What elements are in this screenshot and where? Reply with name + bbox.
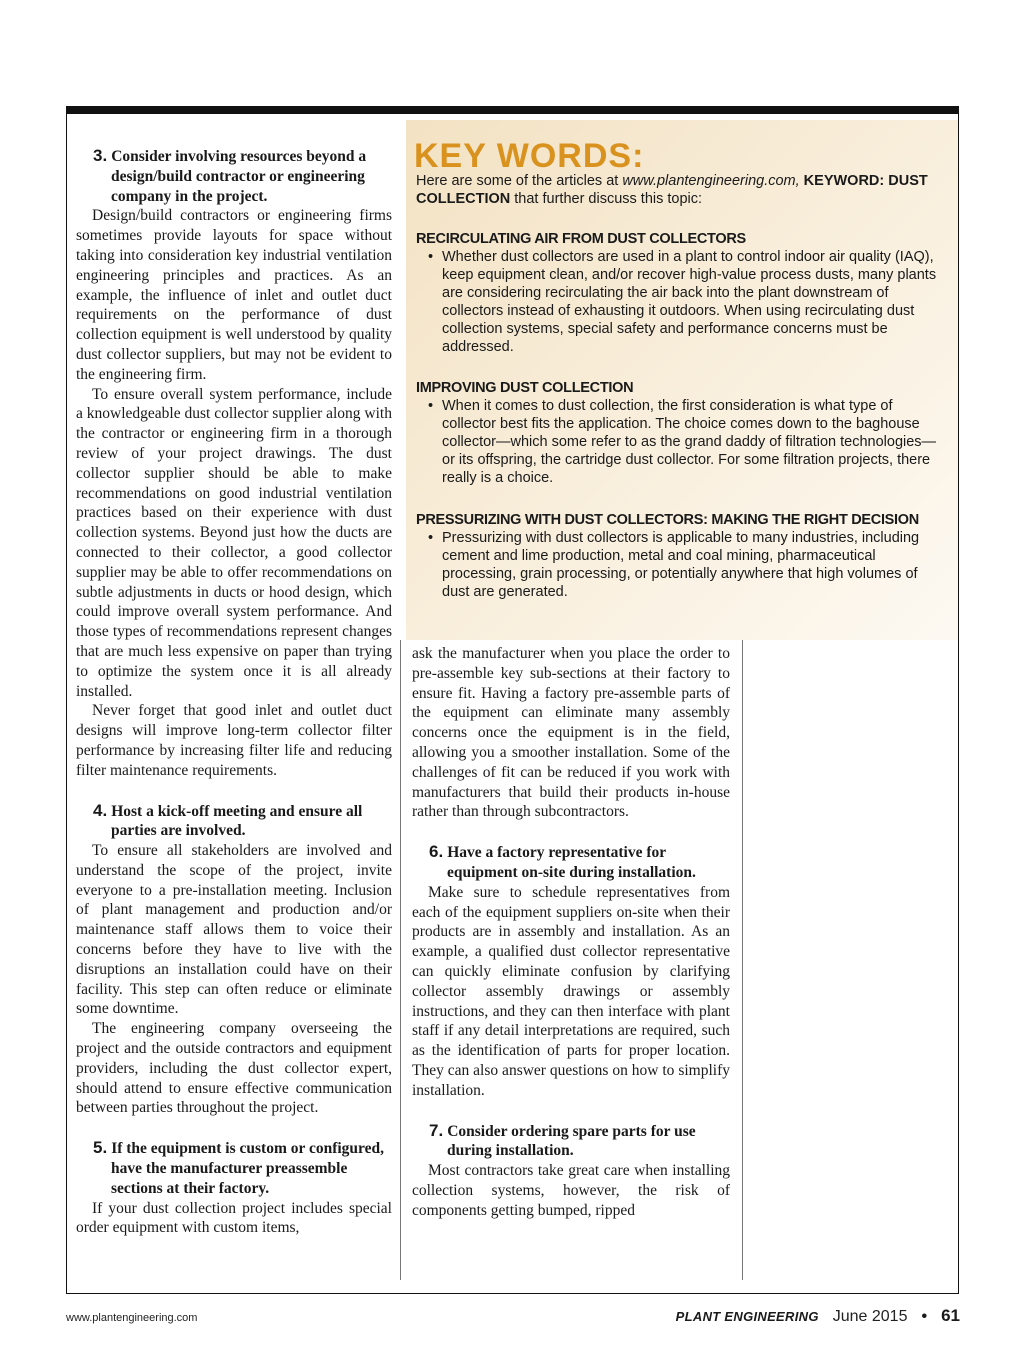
top-rule bbox=[66, 106, 959, 114]
article-title[interactable]: RECIRCULATING AIR FROM DUST COLLECTORS bbox=[416, 231, 746, 247]
section-5-heading bbox=[76, 1138, 392, 1198]
article-item bbox=[416, 230, 946, 356]
section-6-number: 6. bbox=[429, 842, 444, 862]
page-number: 61 bbox=[941, 1306, 960, 1325]
section-6-heading-text: Have a factory representative for equipment on-site during installation. bbox=[447, 844, 696, 881]
footer-publication-info bbox=[676, 1306, 960, 1326]
section-3-paragraph-2: To ensure overall system performance, include a knowledgeable dust collector supplier along with the contractor or engineering firm in a thorough review of your project drawings. The dust collector supplier should be able to make recommendations on good industrial ventilation practices based on their experience with dust collection systems. Beyond just how the ducts are connected to their collector, a good collector supplier may be able to offer recommendations on subtle adjustments in ducts or hood design, which could improve overall system performance. And those types of recommendations represent changes that are much less expensive on paper than trying to optimize the system once it is all already installed. bbox=[76, 385, 392, 700]
key-words-intro-text: Here are some of the articles at bbox=[416, 173, 623, 189]
column-divider-right bbox=[742, 640, 743, 1280]
section-4-number: 4. bbox=[93, 800, 108, 820]
section-3-heading-text: Consider involving resources beyond a design/build contractor or engineering company in the project. bbox=[111, 148, 367, 205]
key-words-title: KEY WORDS: bbox=[414, 137, 645, 175]
section-4-heading-text: Host a kick-off meeting and ensure all parties are involved. bbox=[111, 802, 363, 840]
article-item bbox=[416, 379, 946, 487]
section-4-heading bbox=[76, 801, 392, 842]
middle-column bbox=[412, 644, 730, 1221]
section-5-continuation: ask the manufacturer when you place the order to pre-assemble key sub-sections at their factory to ensure fit. Having a factory pre-assemble parts of the equipment can eliminate many assembly concerns once the equipment is in the field, allowing you a smoother installation. Some of the challenges of fit can be reduced if you work with manufacturers that build their products in-house rather than through subcontractors. bbox=[412, 645, 730, 821]
section-7-heading-text: Consider ordering spare parts for use during installation. bbox=[447, 1122, 696, 1160]
section-5-paragraph-1: If your dust collection project includes special order equipment with custom items, bbox=[76, 1199, 392, 1237]
section-3-heading bbox=[76, 146, 392, 206]
article-title[interactable]: PRESSURIZING WITH DUST COLLECTORS: MAKING THE RIGHT DECISION bbox=[416, 512, 919, 528]
footer-url[interactable]: www.plantengineering.com bbox=[66, 1312, 198, 1324]
column-divider bbox=[400, 640, 401, 1280]
section-6-heading bbox=[412, 842, 730, 883]
key-words-intro bbox=[416, 172, 946, 208]
article-summary: • Whether dust collectors are used in a plant to control indoor air quality (IAQ), keep equipment clean, and/or recover high-value process dusts, many plants are considering recirculating the air back into the plant downstream of collectors instead of exhausting it outdoors. When using recirculating dust collection systems, special safety and performance concerns must be addressed. bbox=[442, 248, 946, 356]
frame-bottom-border bbox=[66, 1293, 959, 1294]
article-item bbox=[416, 511, 946, 601]
key-words-keyword: KEYWORD: DUST COLLECTION bbox=[416, 173, 928, 207]
section-4-paragraph-1: To ensure all stakeholders are involved and understand the scope of the project, invite everyone to a pre-installation meeting. Inclusion of plant management and production and/or maintenance staff allows them to voice their concerns before they have to live with the disruptions an installation could have on their facility. This step can often reduce or eliminate some downtime. bbox=[76, 842, 392, 1018]
section-3-paragraph-3: Never forget that good inlet and outlet duct designs will improve long-term collector filter performance by increasing filter life and reducing filter maintenance requirements. bbox=[76, 702, 392, 779]
key-words-site-link[interactable]: www.plantengineering.com, bbox=[622, 173, 800, 189]
section-5-heading-text: If the equipment is custom or configured, have the manufacturer preassemble sections at their factory. bbox=[111, 1140, 385, 1197]
left-column bbox=[76, 146, 392, 1238]
section-5-number: 5. bbox=[93, 1138, 108, 1158]
frame-left-border bbox=[66, 114, 67, 1294]
publication-name: PLANT ENGINEERING bbox=[675, 1309, 819, 1324]
section-6-paragraph-1: Make sure to schedule representatives from each of the equipment suppliers on-site when their products are in assembly and installation. As an example, a qualified dust collector representative can quickly eliminate confusion by clarifying collector assembly drawings or assembly instructions, and they can then interface with plant staff if any detail interpretations are required, such as the identification of parts for proper location. They can also answer questions on how to simplify installation. bbox=[412, 883, 730, 1099]
article-title[interactable]: IMPROVING DUST COLLECTION bbox=[416, 380, 634, 396]
frame-right-border bbox=[958, 114, 959, 1294]
section-7-number: 7. bbox=[429, 1120, 444, 1140]
key-words-box bbox=[406, 120, 958, 640]
section-3-number: 3. bbox=[93, 146, 108, 165]
section-3-paragraph-1: Design/build contractors or engineering firms sometimes provide layouts for space without taking into consideration key industrial ventilation engineering principles and practices. As an example, the influence of inlet and outlet duct requirements on the performance of dust collection equipment is well understood by quality dust collector suppliers, but may not be evident to the engineering firm. bbox=[76, 207, 392, 383]
key-words-intro-end: that further discuss this topic: bbox=[510, 191, 703, 207]
section-7-heading bbox=[412, 1121, 730, 1162]
section-7-paragraph-1: Most contractors take great care when installing collection systems, however, the risk of components getting bumped, ripped bbox=[412, 1162, 730, 1219]
section-4-paragraph-2: The engineering company overseeing the project and the outside contractors and equipment providers, including the dust collector expert, should attend to ensure effective communication between parties throughout the project. bbox=[76, 1020, 392, 1117]
issue-date: June 2015 bbox=[832, 1308, 908, 1325]
article-summary: • Pressurizing with dust collectors is applicable to many industries, including cement and lime production, metal and coal mining, pharmaceutical processing, grain processing, or potentially anywhere that high volumes of dust are generated. bbox=[442, 529, 946, 601]
footer-separator: • bbox=[921, 1308, 928, 1325]
article-summary: • When it comes to dust collection, the first consideration is what type of collector best fits the application. The choice comes down to the baghouse collector—which some refer to as the grand daddy of filtration technologies—or its offspring, the cartridge dust collector. For some filtration projects, there really is a choice. bbox=[442, 397, 946, 487]
